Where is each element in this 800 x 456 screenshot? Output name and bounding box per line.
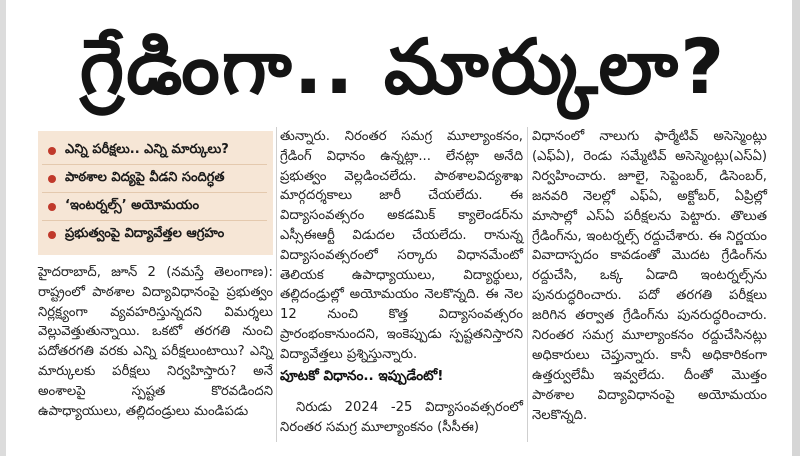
highlights-box <box>38 131 273 255</box>
article-column-2-continued <box>280 398 523 438</box>
column-divider <box>276 127 277 442</box>
column-divider <box>527 127 528 442</box>
page-left-edge <box>0 0 6 456</box>
highlight-item <box>42 137 267 165</box>
article-paragraph: నిరుడు 2024 -25 విద్యాసంవత్సరంలో నిరంతర సమగ్ర మూల్యాంకనం (సీసీఈ) <box>280 400 523 435</box>
highlight-text: పాఠశాల విద్యపై వీడని సందిగ్ధత <box>65 169 225 185</box>
bullet-dot-icon <box>48 147 56 155</box>
page-right-edge <box>792 0 800 456</box>
bullet-dot-icon <box>48 175 56 183</box>
highlight-text: ‘ఇంటర్నల్స్’ అయోమయం <box>65 197 200 213</box>
highlight-text: ప్రభుత్వంపై విద్యావేత్తల ఆగ్రహం <box>65 225 225 241</box>
headline: గ్రేడింగా.. మార్కులా? <box>79 22 727 111</box>
highlight-item <box>42 165 267 193</box>
bullet-dot-icon <box>48 231 56 239</box>
article-column-3 <box>532 127 767 426</box>
highlight-item <box>42 193 267 221</box>
article-paragraph: తున్నారు. నిరంతర సమగ్ర మూల్యాంకనం, గ్రేడింగ్ విధానం ఉన్నట్లా... లేనట్లా అనేది ప్రభుత్వం వెల్లడించలేదు. పాఠశాలవిద్యశాఖ మార్గదర్శకాలు జారీ చేయలేదు. ఈ విద్యాసంవత్సరం అకడమిక్ క్యాలెండర్‌ను ఎస్సీఈఆర్టీ విడుదల చేయలేదు. రానున్న విద్యాసంవత్సరంలో సర్కారు విధానమేంటో తెలియక ఉపాధ్యాయులు, విద్యార్థులు, తల్లిదండ్రుల్లో అయోమయం నెలకొన్నది. ఈ నెల 12 నుంచి కొత్త విద్యాసంవత్సరం ప్రారంభంకానుందని, ఇంకెప్పుడు స్పష్టతనిస్తారని విద్యావేత్తలు ప్రశ్నిస్తున్నారు. <box>280 129 523 362</box>
highlight-item <box>42 221 267 248</box>
article-column-2 <box>280 127 523 365</box>
subheading: పూటకో విధానం.. ఇప్పుడేంటో! <box>280 368 444 384</box>
article-paragraph: హైదరాబాద్, జూన్ 2 (నమస్తే తెలంగాణ): రాష్ట్రంలో పాఠశాల విద్యావిధానంపై ప్రభుత్వం నిర్లక్ష్యంగా వ్యవహరిస్తున్నదని విమర్శలు వెల్లువెత్తుతున్నాయి. ఒకటో తరగతి నుంచి పదోతరగతి వరకు ఎన్ని పరీక్షలుంటాయి? ఎన్ని మార్కులకు పరీక్షలు నిర్వహిస్తారు? అనే అంశాలపై స్పష్టత కొరవడిందని ఉపాధ్యాయులు, తల్లిదండ్రులు మండిపడు <box>38 265 273 419</box>
bullet-dot-icon <box>48 203 56 211</box>
article-paragraph: విధానంలో నాలుగు ఫార్మేటివ్ అసెస్మెంట్లు (ఎఫ్ఏ), రెండు సమ్మేటివ్ అసెస్మెంట్లు(ఎస్ఏ) నిర్వహించారు. జూలై, సెప్టెంబర్, డిసెంబర్, జనవరి నెలల్లో ఎఫ్ఏ, అక్టోబర్, ఏప్రిల్లో మాసాల్లో ఎస్ఏ పరీక్షలను పెట్టారు. తొలుత గ్రేడింగ్‌ను, ఇంటర్నల్స్ రద్దుచేశారు. ఈ నిర్ణయం వివాదాస్పదం కావడంతో మొదట గ్రేడింగ్‌ను రద్దుచేసి, ఒక్క ఏడాది ఇంటర్నల్స్‌ను పునరుద్ధరించారు. పదో తరగతి పరీక్షలు జరిగిన తర్వాత గ్రేడింగ్‌ను పునరుద్ధరించారు. నిరంతర సమగ్ర మూల్యాంకనం రద్దుచేసినట్లు అధికారులు చెప్తున్నారు. కానీ అధికారికంగా ఉత్తర్వులేమీ ఇవ్వలేదు. దీంతో మొత్తం పాఠశాల విద్యావిధానంపై అయోమయం నెలకొన్నది. <box>532 129 767 423</box>
highlight-text: ఎన్ని పరీక్షలు.. ఎన్ని మార్కులు? <box>65 141 229 157</box>
article-column-1 <box>38 263 273 421</box>
